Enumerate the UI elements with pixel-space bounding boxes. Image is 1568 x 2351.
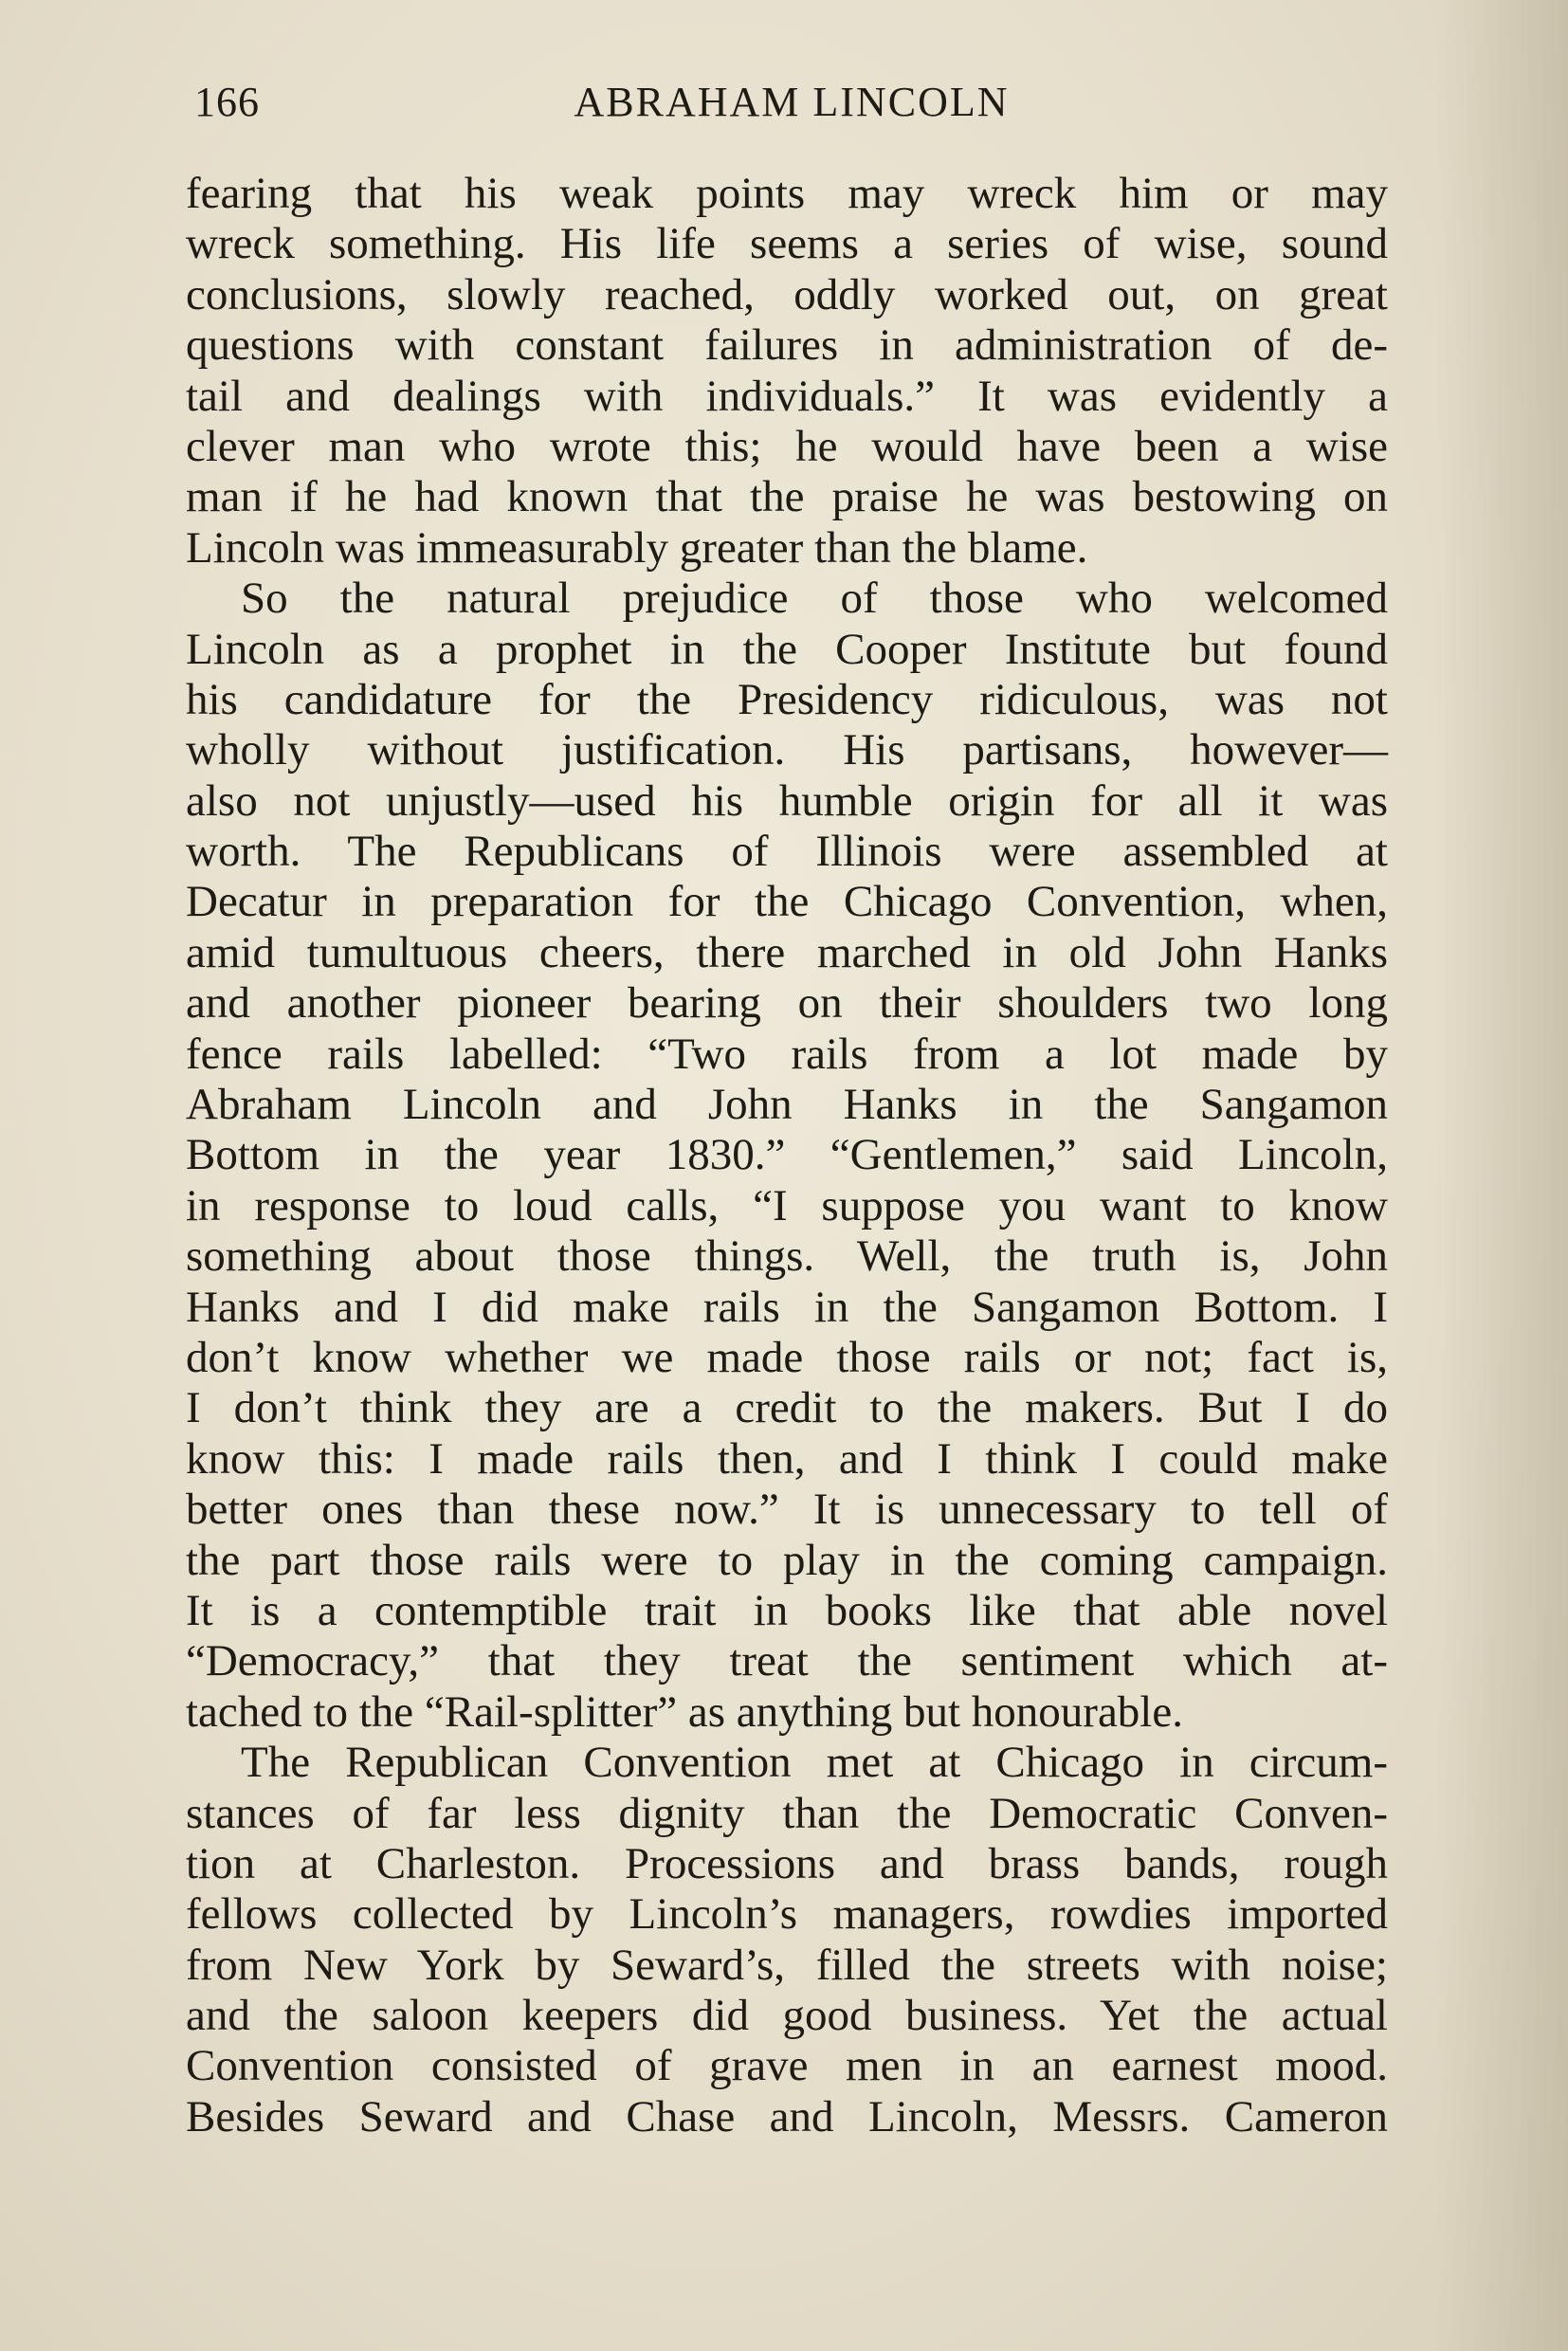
text-line: Lincoln was immeasurably greater than the blame. xyxy=(186,522,1088,573)
text-line: stances of far less dignity than the Democratic Conven- xyxy=(186,1788,1388,1838)
running-title: ABRAHAM LINCOLN xyxy=(574,79,1010,125)
text-line: Hanks and I did make rails in the Sangamon Bottom. I xyxy=(186,1282,1388,1332)
text-line: tion at Charleston. Processions and brass bands, rough xyxy=(186,1838,1388,1888)
text-line: amid tumultuous cheers, there marched in old John Hanks xyxy=(186,927,1388,977)
text-line: fence rails labelled: “Two rails from a lot made by xyxy=(186,1029,1388,1079)
text-line: and another pioneer bearing on their shoulders two long xyxy=(186,978,1388,1029)
text-line: fellows collected by Lincoln’s managers, rowdies imported xyxy=(186,1889,1388,1940)
text-line: The Republican Convention met at Chicago in circum- xyxy=(241,1738,1388,1788)
text-line: “Democracy,” that they treat the sentiment which at- xyxy=(186,1636,1388,1686)
text-line: and the saloon keepers did good business. Yet the actual xyxy=(186,1991,1388,2041)
text-line: Lincoln as a prophet in the Cooper Institute but found xyxy=(186,624,1388,674)
text-line: don’t know whether we made those rails or not; fact is, xyxy=(186,1332,1388,1382)
page-header xyxy=(194,78,1389,135)
text-line: his candidature for the Presidency ridiculous, was not xyxy=(186,674,1388,724)
text-line: from New York by Seward’s, filled the streets with noise; xyxy=(186,1940,1388,1990)
text-line: conclusions, slowly reached, oddly worked out, on great xyxy=(186,269,1388,319)
text-line: the part those rails were to play in the coming campaign. xyxy=(186,1535,1388,1585)
text-line: Abraham Lincoln and John Hanks in the Sangamon xyxy=(186,1080,1388,1130)
text-line: It is a contemptible trait in books like that able novel xyxy=(186,1585,1388,1635)
text-line: So the natural prejudice of those who welcomed xyxy=(241,574,1388,624)
text-line: Decatur in preparation for the Chicago Convention, when, xyxy=(186,877,1388,927)
page-number: 166 xyxy=(194,79,260,125)
text-line: in response to loud calls, “I suppose you want to know xyxy=(186,1180,1388,1230)
text-line: Bottom in the year 1830.” “Gentlemen,” said Lincoln, xyxy=(186,1130,1388,1180)
body-text xyxy=(186,169,1388,2142)
text-line: wreck something. His life seems a series of wise, sound xyxy=(186,219,1388,269)
text-line: tached to the “Rail-splitter” as anything but honourable. xyxy=(186,1686,1183,1737)
text-line: something about those things. Well, the truth is, John xyxy=(186,1231,1388,1282)
text-line: tail and dealings with individuals.” It was evidently a xyxy=(186,371,1388,421)
text-line: worth. The Republicans of Illinois were assembled at xyxy=(186,827,1388,877)
text-line: fearing that his weak points may wreck him or may xyxy=(186,169,1388,218)
text-line: better ones than these now.” It is unnecessary to tell of xyxy=(186,1485,1388,1535)
text-line: man if he had known that the praise he was bestowing on xyxy=(186,472,1388,522)
text-line: questions with constant failures in administration of de- xyxy=(186,320,1388,371)
text-line: I don’t think they are a credit to the makers. But I do xyxy=(186,1383,1388,1433)
text-line: also not unjustly—used his humble origin for all it was xyxy=(186,775,1388,826)
text-line: Convention consisted of grave men in an earnest mood. xyxy=(186,2041,1388,2091)
text-line: wholly without justification. His partisans, however— xyxy=(186,725,1388,775)
text-line: Besides Seward and Chase and Lincoln, Messrs. Cameron xyxy=(186,2091,1388,2141)
text-line: know this: I made rails then, and I think I could make xyxy=(186,1433,1388,1484)
text-line: clever man who wrote this; he would have been a wise xyxy=(186,421,1388,471)
